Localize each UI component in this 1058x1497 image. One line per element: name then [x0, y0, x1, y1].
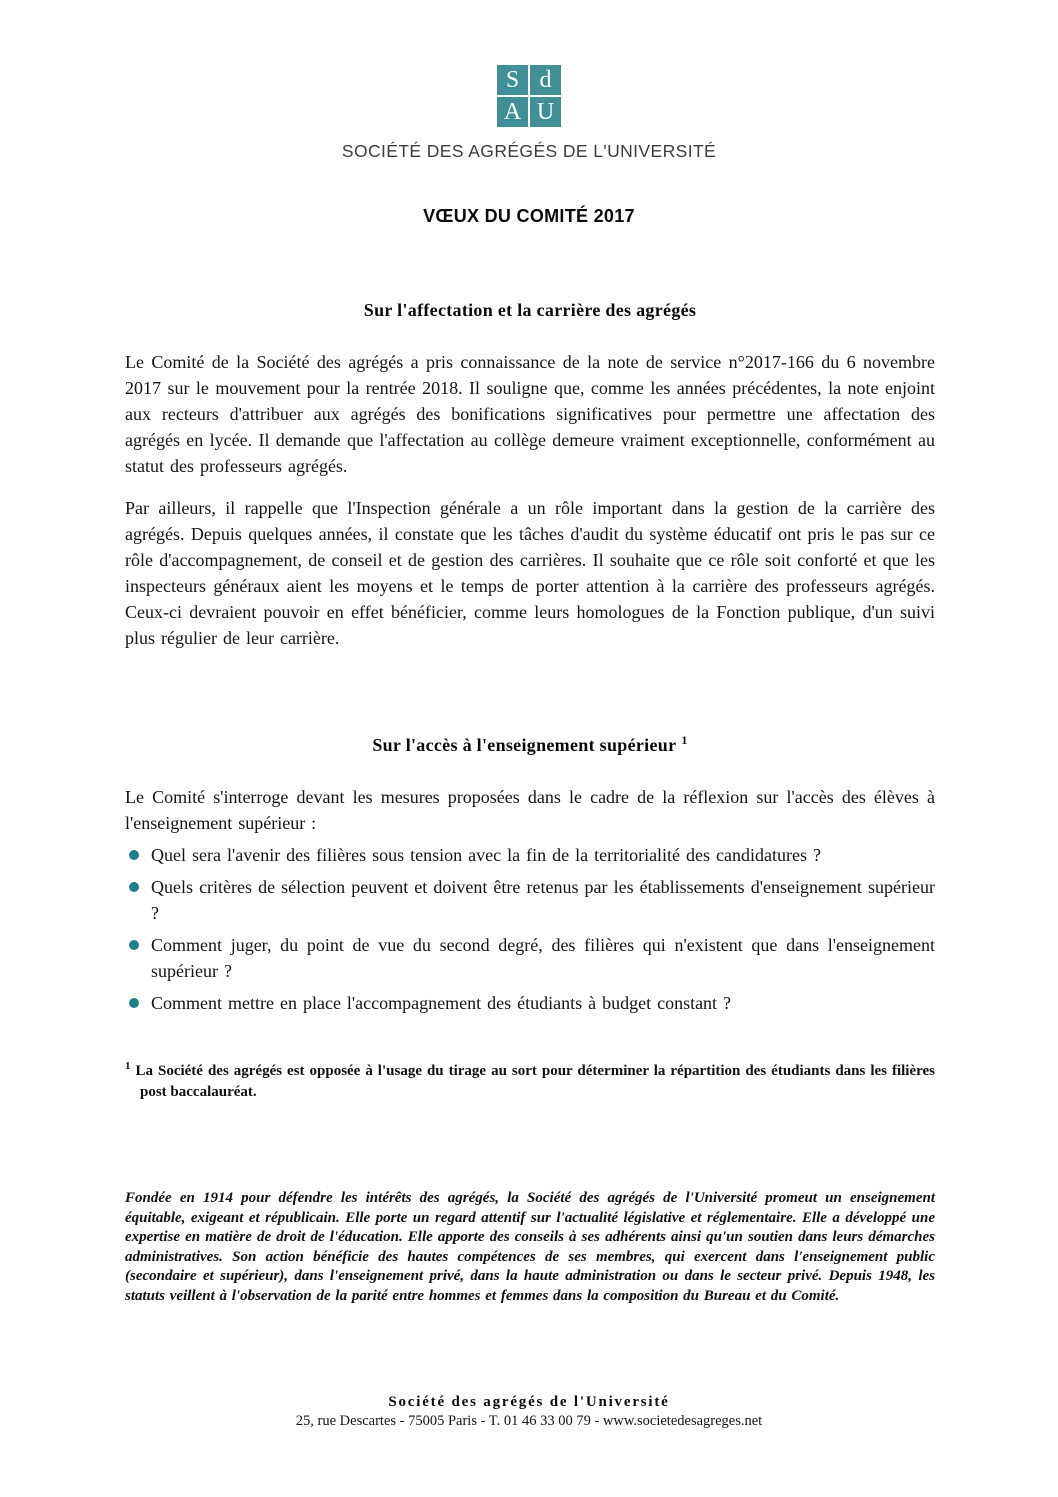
document-content: [125, 300, 935, 1306]
footnote-marker: 1: [125, 1060, 131, 1072]
bullet-icon: [129, 998, 139, 1008]
doc-title: VŒUX DU COMITÉ 2017: [423, 206, 635, 226]
list-item: [125, 874, 935, 926]
section2-heading: [125, 733, 935, 756]
about-society-text: Fondée en 1914 pour défendre les intérêts des agrégés, la Société des agrégés de l'Université promeut un enseignement équitable, exigeant et républicain. Elle porte un regard attentif sur l'actualité législative et réglementaire. Elle a développé une expertise en matière de droit de l'éducation. Elle apporte des conseils à ses adhérents ainsi qu'un soutien dans leurs démarches administratives. Son action bénéficie des hautes compétences de ses membres, qui exercent dans l'enseignement public (secondaire et supérieur), dans l'enseignement privé, dans la haute administration ou dans le secteur privé. Depuis 1948, les statuts veillent à l'observation de la parité entre hommes et femmes dans la composition du Bureau et du Comité.: [125, 1190, 935, 1304]
footnote: [125, 1056, 935, 1103]
bullet-icon: [129, 882, 139, 892]
list-item-text: Comment mettre en place l'accompagnement des étudiants à budget constant ?: [151, 993, 732, 1013]
section2-footnote-ref: 1: [681, 733, 688, 747]
sdau-logo: [497, 65, 561, 127]
section1-paragraph-2: Par ailleurs, il rappelle que l'Inspection générale a un rôle important dans la gestion de la carrière des agrégés. Depuis quelques années, il constate que les tâches d'audit du système éducatif ont pris le pas sur ce rôle d'accompagnement, de conseil et de gestion des carrières. Il souhaite que ce rôle soit conforté et que les inspecteurs généraux aient les moyens et le temps de porter attention à la carrière des professeurs agrégés. Ceux-ci devraient pouvoir en effet bénéficier, comme leurs homologues de la Fonction publique, d'un suivi plus régulier de leur carrière.: [125, 498, 935, 648]
list-item-text: Comment juger, du point de vue du second degré, des filières qui n'existent que dans l'enseignement supérieur ?: [151, 935, 935, 981]
list-item-text: Quels critères de sélection peuvent et doivent être retenus par les établissements d'enseignement supérieur ?: [151, 877, 935, 923]
logo-letter-d: d: [530, 65, 561, 95]
footer-address: 25, rue Descartes - 75005 Paris - T. 01 46 33 00 79 - www.societedesagreges.net: [295, 1413, 763, 1429]
list-item: [125, 842, 935, 868]
footer-org-name: Société des agrégés de l'Université: [388, 1394, 670, 1410]
questions-list: [125, 842, 935, 1016]
footnote-text: La Société des agrégés est opposée à l'usage du tirage au sort pour déterminer la répartition des étudiants dans les filières post baccalauréat.: [135, 1063, 935, 1100]
logo-letter-a: A: [497, 97, 528, 127]
section1-paragraph-1: Le Comité de la Société des agrégés a pris connaissance de la note de service n°2017-166 du 6 novembre 2017 sur le mouvement pour la rentrée 2018. Il souligne que, comme les années précédentes, la note enjoint aux recteurs d'attribuer aux agrégés des bonifications significatives pour permettre une affectation des agrégés en lycée. Il demande que l'affectation au collège demeure vraiment exceptionnelle, conformément au statut des professeurs agrégés.: [125, 352, 935, 476]
section1-heading: Sur l'affectation et la carrière des agrégés: [363, 300, 697, 320]
org-name: SOCIÉTÉ DES AGRÉGÉS DE L'UNIVERSITÉ: [341, 141, 717, 161]
list-item-text: Quel sera l'avenir des filières sous tension avec la fin de la territorialité des candidatures ?: [151, 845, 821, 865]
bullet-icon: [129, 850, 139, 860]
bullet-icon: [129, 940, 139, 950]
section2-heading-text: Sur l'accès à l'enseignement supérieur: [372, 735, 677, 755]
logo-letter-s: S: [497, 65, 528, 95]
list-item: [125, 932, 935, 984]
list-item: [125, 990, 935, 1016]
section2-intro: Le Comité s'interroge devant les mesures proposées dans le cadre de la réflexion sur l'accès des élèves à l'enseignement supérieur :: [125, 787, 935, 833]
logo-letter-u: U: [530, 97, 561, 127]
page-footer: [0, 1394, 1058, 1430]
